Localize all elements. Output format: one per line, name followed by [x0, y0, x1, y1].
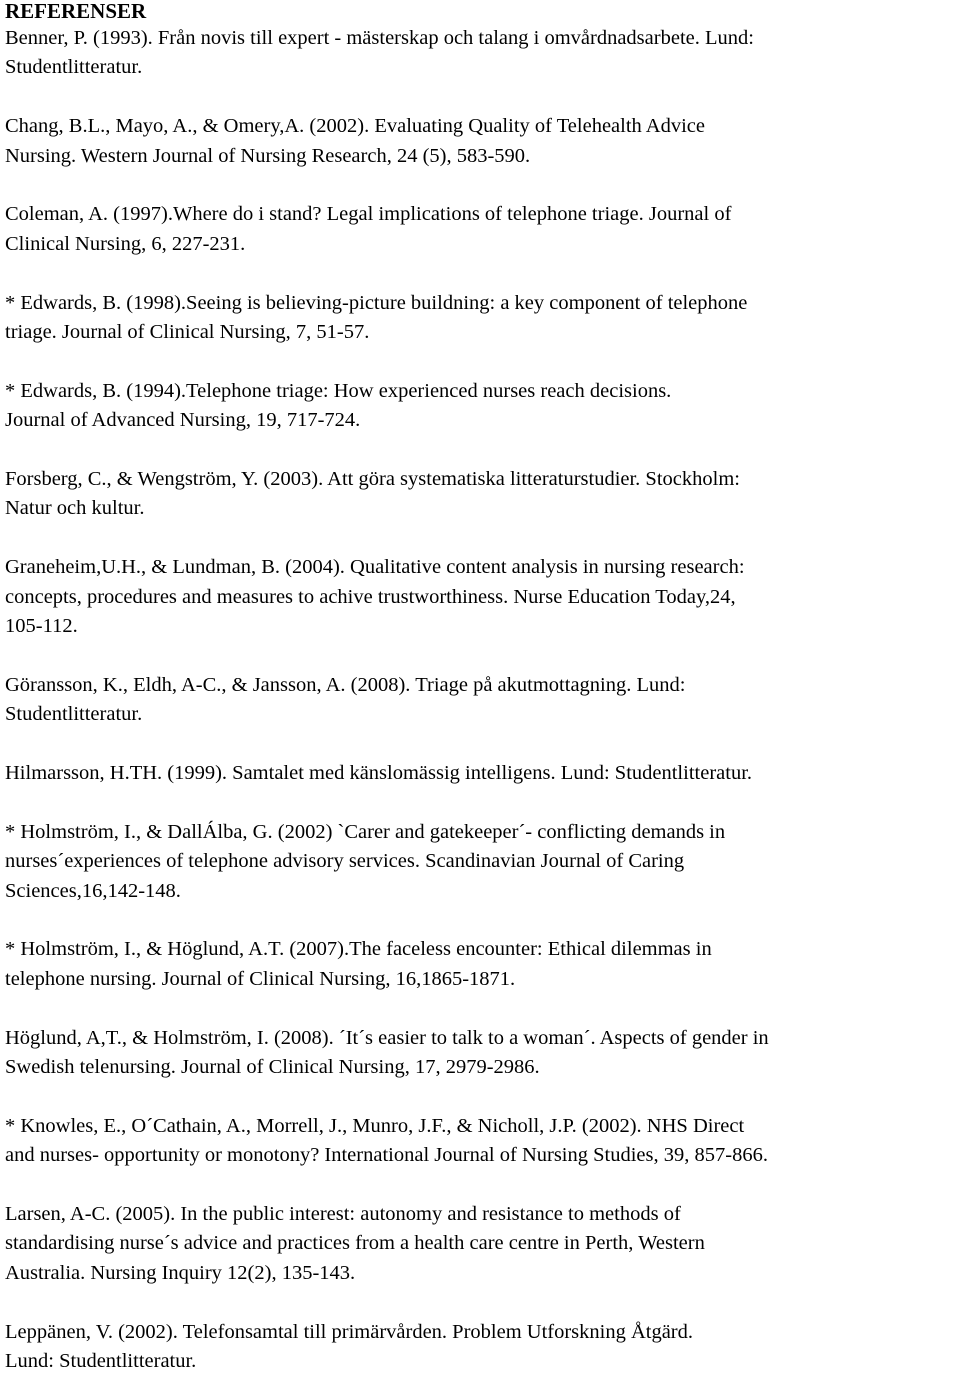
- reference-line: * Knowles, E., O´Cathain, A., Morrell, J., Munro, J.F., & Nicholl, J.P. (2002). NHS Direct: [5, 1114, 745, 1137]
- reference-line: Australia. Nursing Inquiry 12(2), 135-143.: [5, 1261, 356, 1284]
- reference-line: * Edwards, B. (1998).Seeing is believing-picture buildning: a key component of telephone: [5, 291, 748, 314]
- reference-line: * Holmström, I., & DallÁlba, G. (2002) `Carer and gatekeeper´- conflicting demands in: [5, 820, 726, 843]
- reference-entry: [5, 200, 957, 259]
- reference-entry: [5, 818, 957, 906]
- reference-entry: [5, 465, 957, 524]
- reference-line: Sciences,16,142-148.: [5, 879, 181, 902]
- reference-line: Graneheim,U.H., & Lundman, B. (2004). Qualitative content analysis in nursing research:: [5, 556, 745, 579]
- reference-line: Chang, B.L., Mayo, A., & Omery,A. (2002). Evaluating Quality of Telehealth Advice: [5, 115, 705, 138]
- reference-line: Benner, P. (1993). Från novis till expert - mästerskap och talang i omvårdnadsarbete. Lund:: [5, 27, 754, 49]
- reference-entry: [5, 1318, 957, 1376]
- entry-spacer: [5, 994, 957, 1023]
- reference-entry: [5, 1024, 957, 1083]
- reference-line: Swedish telenursing. Journal of Clinical Nursing, 17, 2979-2986.: [5, 1056, 540, 1079]
- page-heading: REFERENSER: [5, 0, 147, 23]
- reference-line: standardising nurse´s advice and practices from a health care centre in Perth, Western: [5, 1232, 705, 1255]
- reference-line: and nurses- opportunity or monotony? International Journal of Nursing Studies, 39, 857-866.: [5, 1144, 768, 1167]
- reference-line: Journal of Advanced Nursing, 19, 717-724.: [5, 409, 361, 432]
- reference-entry: [5, 289, 957, 348]
- reference-line: Nursing. Western Journal of Nursing Research, 24 (5), 583-590.: [5, 144, 531, 167]
- entry-spacer: [5, 1082, 957, 1111]
- reference-line: triage. Journal of Clinical Nursing, 7, 51-57.: [5, 321, 370, 344]
- entry-spacer: [5, 1171, 957, 1200]
- reference-entry: [5, 112, 957, 171]
- reference-line: Höglund, A,T., & Holmström, I. (2008). ´It´s easier to talk to a woman´. Aspects of gender in: [5, 1026, 769, 1049]
- reference-line: Leppänen, V. (2002). Telefonsamtal till primärvården. Problem Utforskning Åtgärd.: [5, 1320, 694, 1343]
- entry-spacer: [5, 788, 957, 817]
- reference-list: [5, 24, 957, 1376]
- reference-line: nurses´experiences of telephone advisory services. Scandinavian Journal of Caring: [5, 850, 685, 873]
- reference-line: Hilmarsson, H.TH. (1999). Samtalet med känslomässig intelligens. Lund: Studentlitteratur.: [5, 762, 753, 785]
- reference-entry: [5, 1200, 957, 1288]
- reference-line: Studentlitteratur.: [5, 56, 143, 79]
- reference-line: Larsen, A-C. (2005). In the public interest: autonomy and resistance to methods of: [5, 1203, 681, 1226]
- reference-line: Göransson, K., Eldh, A-C., & Jansson, A. (2008). Triage på akutmottagning. Lund:: [5, 673, 686, 696]
- reference-line: telephone nursing. Journal of Clinical Nursing, 16,1865-1871.: [5, 967, 516, 990]
- reference-entry: [5, 1112, 957, 1171]
- entry-spacer: [5, 436, 957, 465]
- reference-line: 105-112.: [5, 615, 78, 638]
- reference-line: Forsberg, C., & Wengström, Y. (2003). Att göra systematiska litteraturstudier. Stockholm:: [5, 468, 740, 491]
- entry-spacer: [5, 1288, 957, 1317]
- entry-spacer: [5, 171, 957, 200]
- reference-line: Lund: Studentlitteratur.: [5, 1350, 197, 1373]
- entry-spacer: [5, 83, 957, 112]
- reference-line: * Holmström, I., & Höglund, A.T. (2007).The faceless encounter: Ethical dilemmas in: [5, 938, 712, 961]
- entry-spacer: [5, 259, 957, 288]
- entry-spacer: [5, 641, 957, 670]
- entry-spacer: [5, 730, 957, 759]
- reference-line: Natur och kultur.: [5, 497, 145, 520]
- reference-entry: [5, 935, 957, 994]
- entry-spacer: [5, 347, 957, 376]
- reference-entry: [5, 24, 957, 83]
- document-page: [5, 0, 957, 1376]
- entry-spacer: [5, 524, 957, 553]
- reference-line: * Edwards, B. (1994).Telephone triage: How experienced nurses reach decisions.: [5, 379, 672, 402]
- reference-line: concepts, procedures and measures to achive trustworthiness. Nurse Education Today,24,: [5, 585, 736, 608]
- reference-line: Coleman, A. (1997).Where do i stand? Legal implications of telephone triage. Journal of: [5, 203, 732, 226]
- reference-line: Studentlitteratur.: [5, 703, 143, 726]
- reference-entry: [5, 759, 957, 788]
- reference-line: Clinical Nursing, 6, 227-231.: [5, 232, 246, 255]
- reference-entry: [5, 671, 957, 730]
- entry-spacer: [5, 906, 957, 935]
- reference-entry: [5, 377, 957, 436]
- reference-entry: [5, 553, 957, 641]
